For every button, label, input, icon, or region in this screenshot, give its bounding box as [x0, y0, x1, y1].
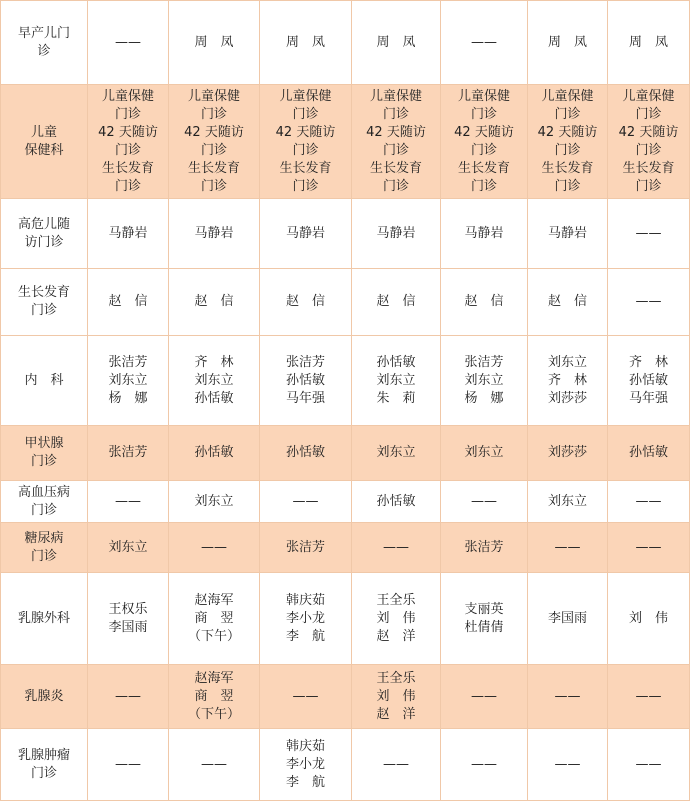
- schedule-cell: 马静岩: [352, 199, 441, 269]
- table-row: [1, 573, 690, 665]
- table-row: [1, 481, 690, 523]
- table-row: [1, 336, 690, 426]
- department-cell: 乳腺炎: [1, 665, 88, 729]
- schedule-cell: ——: [608, 269, 690, 336]
- schedule-cell: ——: [260, 665, 352, 729]
- schedule-cell: 齐 林 刘东立 孙恬敏: [169, 336, 260, 426]
- schedule-cell: 赵 信: [441, 269, 528, 336]
- schedule-cell: ——: [608, 523, 690, 573]
- schedule-cell: 孙恬敏: [352, 481, 441, 523]
- table-row: [1, 85, 690, 199]
- schedule-cell: 张洁芳: [260, 523, 352, 573]
- schedule-cell: 王全乐 刘 伟 赵 洋: [352, 665, 441, 729]
- schedule-cell: 王全乐 刘 伟 赵 洋: [352, 573, 441, 665]
- schedule-cell: ——: [608, 199, 690, 269]
- schedule-cell: 儿童保健 门诊 42 天随访 门诊 生长发育 门诊: [88, 85, 169, 199]
- schedule-cell: 马静岩: [169, 199, 260, 269]
- schedule-cell: ——: [169, 523, 260, 573]
- schedule-cell: 刘东立: [352, 426, 441, 481]
- schedule-cell: 赵 信: [260, 269, 352, 336]
- table-row: [1, 729, 690, 801]
- department-cell: 生长发育 门诊: [1, 269, 88, 336]
- schedule-body: [1, 1, 690, 801]
- schedule-cell: 马静岩: [88, 199, 169, 269]
- schedule-cell: ——: [608, 729, 690, 801]
- schedule-cell: ——: [88, 665, 169, 729]
- schedule-cell: 李国雨: [528, 573, 608, 665]
- schedule-cell: 儿童保健 门诊 42 天随访 门诊 生长发育 门诊: [528, 85, 608, 199]
- schedule-cell: 马静岩: [260, 199, 352, 269]
- table-row: [1, 523, 690, 573]
- schedule-cell: 周 凤: [352, 1, 441, 85]
- schedule-cell: ——: [528, 729, 608, 801]
- schedule-cell: 儿童保健 门诊 42 天随访 门诊 生长发育 门诊: [352, 85, 441, 199]
- schedule-cell: ——: [441, 481, 528, 523]
- schedule-cell: 儿童保健 门诊 42 天随访 门诊 生长发育 门诊: [260, 85, 352, 199]
- department-cell: 高危儿随 访门诊: [1, 199, 88, 269]
- schedule-cell: 马静岩: [528, 199, 608, 269]
- schedule-cell: 赵海军 商 翌 （下午）: [169, 573, 260, 665]
- schedule-cell: 王权乐 李国雨: [88, 573, 169, 665]
- schedule-cell: 马静岩: [441, 199, 528, 269]
- schedule-cell: 刘东立: [88, 523, 169, 573]
- schedule-cell: 刘莎莎: [528, 426, 608, 481]
- department-cell: 乳腺肿瘤 门诊: [1, 729, 88, 801]
- schedule-cell: 刘东立: [528, 481, 608, 523]
- table-row: [1, 1, 690, 85]
- schedule-cell: 孙恬敏: [169, 426, 260, 481]
- schedule-cell: 儿童保健 门诊 42 天随访 门诊 生长发育 门诊: [169, 85, 260, 199]
- schedule-cell: 刘东立: [441, 426, 528, 481]
- schedule-cell: ——: [260, 481, 352, 523]
- schedule-cell: ——: [441, 729, 528, 801]
- schedule-cell: ——: [88, 1, 169, 85]
- department-cell: 儿童 保健科: [1, 85, 88, 199]
- schedule-cell: 孙恬敏 刘东立 朱 莉: [352, 336, 441, 426]
- schedule-cell: 齐 林 孙恬敏 马年强: [608, 336, 690, 426]
- schedule-cell: 张洁芳: [441, 523, 528, 573]
- schedule-cell: 张洁芳 刘东立 杨 娜: [88, 336, 169, 426]
- schedule-cell: 孙恬敏: [608, 426, 690, 481]
- schedule-cell: 赵 信: [88, 269, 169, 336]
- schedule-cell: 张洁芳 刘东立 杨 娜: [441, 336, 528, 426]
- schedule-cell: 刘 伟: [608, 573, 690, 665]
- schedule-cell: ——: [608, 665, 690, 729]
- schedule-cell: ——: [88, 481, 169, 523]
- schedule-cell: 张洁芳: [88, 426, 169, 481]
- schedule-cell: 刘东立 齐 林 刘莎莎: [528, 336, 608, 426]
- schedule-cell: 孙恬敏: [260, 426, 352, 481]
- schedule-cell: 赵海军 商 翌 （下午）: [169, 665, 260, 729]
- department-cell: 高血压病 门诊: [1, 481, 88, 523]
- schedule-cell: 刘东立: [169, 481, 260, 523]
- department-cell: 甲状腺 门诊: [1, 426, 88, 481]
- schedule-cell: ——: [352, 523, 441, 573]
- department-cell: 糖尿病 门诊: [1, 523, 88, 573]
- schedule-cell: 赵 信: [352, 269, 441, 336]
- schedule-cell: 周 凤: [169, 1, 260, 85]
- schedule-cell: 周 凤: [528, 1, 608, 85]
- schedule-cell: 韩庆茹 李小龙 李 航: [260, 729, 352, 801]
- schedule-cell: ——: [88, 729, 169, 801]
- schedule-cell: 周 凤: [260, 1, 352, 85]
- table-row: [1, 199, 690, 269]
- schedule-cell: 赵 信: [528, 269, 608, 336]
- schedule-cell: 儿童保健 门诊 42 天随访 门诊 生长发育 门诊: [441, 85, 528, 199]
- schedule-cell: ——: [352, 729, 441, 801]
- schedule-cell: ——: [608, 481, 690, 523]
- schedule-cell: 儿童保健 门诊 42 天随访 门诊 生长发育 门诊: [608, 85, 690, 199]
- department-cell: 乳腺外科: [1, 573, 88, 665]
- schedule-cell: 赵 信: [169, 269, 260, 336]
- schedule-cell: ——: [528, 665, 608, 729]
- table-row: [1, 665, 690, 729]
- schedule-cell: 张洁芳 孙恬敏 马年强: [260, 336, 352, 426]
- schedule-cell: ——: [441, 665, 528, 729]
- table-row: [1, 426, 690, 481]
- schedule-cell: 周 凤: [608, 1, 690, 85]
- department-cell: 早产儿门 诊: [1, 1, 88, 85]
- table-row: [1, 269, 690, 336]
- schedule-cell: ——: [169, 729, 260, 801]
- department-cell: 内 科: [1, 336, 88, 426]
- schedule-cell: 韩庆茹 李小龙 李 航: [260, 573, 352, 665]
- schedule-cell: ——: [441, 1, 528, 85]
- schedule-cell: 支丽英 杜倩倩: [441, 573, 528, 665]
- schedule-cell: ——: [528, 523, 608, 573]
